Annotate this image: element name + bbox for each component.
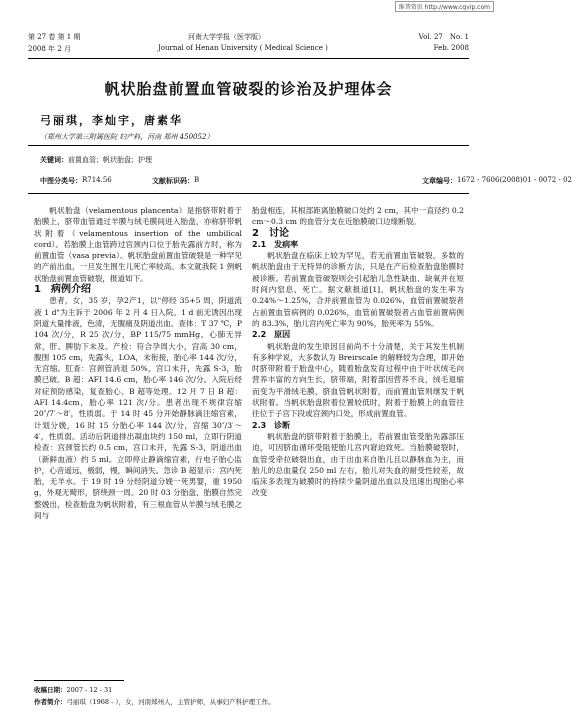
keywords-value: 前置血管；帆状胎盘；护理: [68, 156, 152, 164]
keywords-label: 关键词：: [40, 156, 68, 164]
right-column: [252, 205, 464, 499]
subheading-cause: 2.2 原因: [252, 330, 291, 340]
header-divider: [28, 58, 469, 59]
site-watermark[interactable]: 维普资讯 http://www.cqvip.com: [395, 1, 494, 12]
header-date-cn: 2008 年 2 月: [28, 45, 71, 53]
author-bio-value: 弓丽琪（1968 - ），女，河南郑州人，主管护师，从事妇产科护理工作。: [66, 698, 275, 706]
header-volume-en: Vol. 27 No. 1: [418, 33, 469, 41]
doc-code-field: [152, 176, 200, 186]
header-journal-en: Journal of Henan University ( Medical Science ): [158, 44, 328, 52]
diagnosis-paragraph: 帆状胎盘的脐带附着于胎膜上，若前置血管受胎先露部压迫，可因脐血循环受阻使胎儿宫内窘迫致死。当胎膜破裂时，血管受牵拉破裂出血，由于出血来自胎儿且以静脉血为主，而胎儿的总血量仅 250 ml 左右，胎儿对失血的耐受性较差，故临床多表现为破膜时的持续少量阴道出血以及迅速出现胎心率改变: [252, 431, 464, 498]
subheading-incidence: 2.1 发病率: [252, 239, 299, 249]
footnote-divider: [34, 680, 124, 681]
article-no-label: 文章编号：: [422, 177, 457, 185]
subheading-diagnosis: 2.3 诊断: [252, 420, 291, 430]
continued-paragraph: 胎盘相连，其根部距离胎膜破口处约 2 cm，其中一直径约 0.2 cm～0.3 cm 的血管分支在近胎膜破口边缘断裂。: [252, 206, 464, 227]
footnote-author: [34, 697, 275, 706]
left-column: [34, 205, 242, 521]
keywords-line: [40, 155, 152, 165]
received-value: 2007 - 12 - 31: [66, 686, 113, 694]
header-journal-cn: 河南大学学报（医学版）: [188, 33, 265, 41]
cause-paragraph: 帆状胎盘的发生原因目前尚不十分清楚，关于其发生机制有多种学说，大多数认为 Breirscale 的解释较为合理，即开始时脐带附着于胎盘中心，随着胎盘发育过程中由于叶状绒毛向营养丰富的方向生长，脐带端，附着部因营养不良，绒毛退缩而变为平滑绒毛膜，脐血管帆状附着，而前置血管则继发于帆状附着。当帆状胎盘附着位置较低时，附着于胎膜上的血管往往位于子宫下段或宫颈内口处，形成前置血管。: [252, 341, 464, 419]
doc-code-label: 文献标识码：: [152, 177, 194, 185]
header-date-en: Feb. 2008: [433, 44, 469, 52]
article-no-value: 1672 - 7606(2008)01 - 0072 - 02: [457, 176, 572, 184]
case-paragraph: 患者，女，35 岁，孕2产1，以"停经 35+5 周，阴道流液 1 d"为主诉于 2006 年 2 月 4 日入院。1 d 前无诱因出现阴道大量排液，色清，无腹痛及阴道出血。查体：T 37 ℃，P 104 次/分，R 25 次/分，BP 115/75 mmHg，心肺无异常，肝、脾肋下未及。产检：符合孕周大小，宫高 30 cm，腹围 105 cm，先露头，LOA，未衔接，胎心率 144 次/分，无宫缩。肛查：宫颈管消退 50%，宫口未开，先露 S-3，胎膜已破。B 超：AFI 14.6 cm，胎心率 146 次/分。入院后经对症预防感染，复查胎心、B 超等处理。12 月 7 日 B 超：AFI 14.4cm，胎心率 121 次/分。患者出现不规律宫缩 20″/7′～8′，性质弱。于 14 时 45 分开始静脉滴注缩宫素，计划分娩，16 时 15 分胎心率 144 次/分，宫缩 30″/3′～4′，性质弱。活动后阴道排出凝血块约 150 ml，立即行阴道检查：宫颈管长约 0.5 cm，宫口未开，先露 S-3，阴道出血（新鲜血液）约 5 ml。立即停止静滴缩宫素，行电子胎心监护，心音遥远，极弱，慢，瞬间消失。急诊 B 超显示：宫内死胎，无羊水。于 19 时 19 分经阴道分娩一死男婴，重 1950 g，外观无畸形，脐绕颈一周。20 时 03 分胎盘、胎膜自然完整娩出，检查胎盘为帆状附着，有三根血管从羊膜与绒毛膜之间与: [34, 296, 242, 521]
section-heading-case: 1 病例介绍: [34, 284, 91, 296]
article-title: 帆状胎盘前置血管破裂的诊治及护理体会: [104, 80, 393, 98]
intro-paragraph: 帆状胎盘（velamentous plancenta）是指脐带附着于胎膜上，脐带血管通过羊膜与绒毛膜间进入胎盘，亦称脐带帆状附着（velamentous insertion of the umbilical cord）。若胎膜上血管跨过宫颈内口位于胎先露前方时，称为前置血管（vasa previa）。帆状胎盘前置血管破裂是一种罕见的产前出血，一旦发生围生儿死亡率较高。本文就我院 1 例帆状胎盘前置血管破裂，报道如下。: [34, 206, 242, 283]
incidence-paragraph: 帆状胎盘在临床上较为罕见，若无前置血管破裂，多数的帆状胎盘由于无特异的诊断方法，只是在产后检查胎盘胎膜时被诊断。若前置血管破裂则会引起胎儿急性缺血、缺氧并在短时间内窒息、死亡。据文献报道[1]，帆状胎盘的发生率为 0.24%～1.25%，合并前置血管为 0.026%，血管前置破裂者占前置血管病例的 0.026%，血管前置破裂者占血管前置病例的 83.3%，胎儿宫内死亡率为 90%，胎死率为 55%。: [252, 251, 464, 328]
received-label: 收稿日期：: [34, 686, 67, 694]
footnote-received: [34, 685, 112, 694]
clc-field: [40, 176, 112, 186]
clc-value: R714.56: [82, 176, 112, 184]
meta-divider-bottom: [28, 193, 469, 194]
header-volume-cn: 第 27 卷 第 1 期: [28, 33, 81, 41]
doc-code-value: B: [194, 176, 200, 184]
meta-divider-top: [28, 145, 469, 146]
author-affiliation: （郑州大学第三附属医院 妇产科，河南 郑州 450052）: [40, 133, 214, 141]
clc-label: 中图分类号：: [40, 177, 82, 185]
author-bio-label: 作者简介：: [34, 698, 67, 706]
article-no-field: [422, 176, 572, 186]
article-authors: 弓丽琪，李灿宇，唐素华: [40, 114, 183, 127]
section-heading-discussion: 2 讨论: [252, 227, 289, 239]
